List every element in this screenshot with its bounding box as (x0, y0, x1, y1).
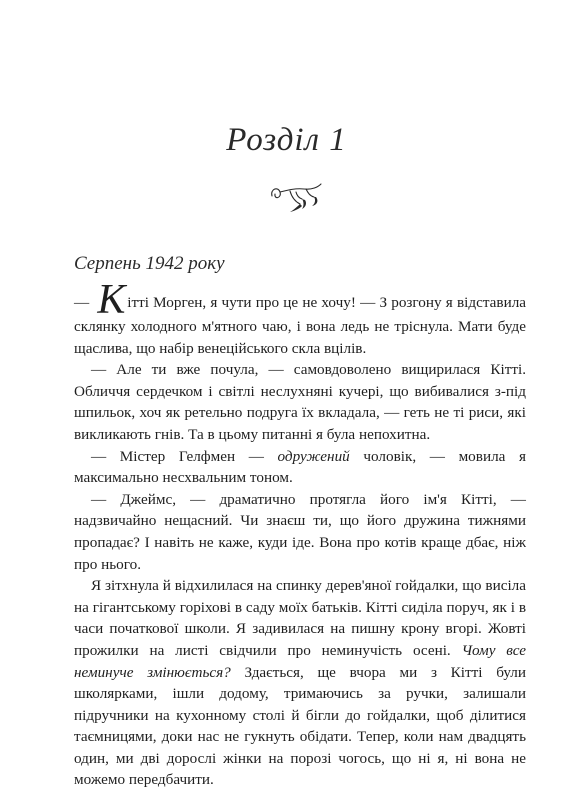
dialogue-dash: — (74, 294, 94, 311)
paragraph-5 (74, 575, 526, 791)
paragraph-1-text: ітті Морген, я чути про це не хочу! — З розгону я відставила склянку холодного м'ятного чаю, і вона ледь не тріснула. Мати буде щаслива, що набір венеційського скла вцілів. (74, 294, 527, 357)
paragraph-5-before: Я зітхнула й відхилилася на спинку дерев'яної гойдалки, що висіла на гігантському горіхові в саду моїх батьків. Кітті сиділа поруч, як і в часи початкової школи. Я задивилася на пишну крону вгорі. Жовті прожилки на листі свідчили про неминучість осені. (74, 577, 526, 659)
paragraph-3-after: чоловік, — мовила я максимально несхвальним тоном. (74, 447, 526, 487)
paragraph-5-emphasis: Чому все неминуче змінюється? (74, 641, 526, 681)
paragraph-4: — Джеймс, — драматично протягла його ім'я Кітті, — надзвичайно нещасний. Чи знаєш ти, що його дружина тижнями пропадає? І навіть не каже, куди іде. Вона про котів краще дбає, ніж про нього. (74, 490, 526, 573)
body-text (74, 277, 527, 791)
paragraph-3 (74, 446, 526, 489)
floral-flourish-icon (266, 180, 326, 214)
paragraph-5-after: Здається, ще вчора ми з Кітті були школярками, ішли додому, тримаючись за ручки, залишали підручники на кухонному столі й бігли до гойдалки, щоб ділитися таємницями, доки нас не гукнуть обідати. Тепер, коли нам двадцять один, ми дві дорослі жінки на порозі чогось, що ні я, ні вона не можемо передбачити. (74, 663, 527, 789)
drop-cap: К (97, 277, 126, 323)
paragraph-1 (74, 277, 527, 359)
paragraph-2: — Але ти вже почула, — самовдоволено вищирилася Кітті. Обличчя сердечком і світлі неслухняні кучері, що вибивалися з-під шпильок, хоч як ретельно подруга їх вкладала, — геть не ті риси, які викликають гнів. Та в цьому питанні я була непохитна. (74, 361, 526, 443)
chapter-title: Розділ 1 (226, 122, 347, 158)
paragraph-3-emphasis: одружений (277, 447, 350, 465)
date-line: Серпень 1942 року (74, 253, 225, 274)
paragraph-3-before: — Містер Гелфмен — (91, 447, 278, 465)
